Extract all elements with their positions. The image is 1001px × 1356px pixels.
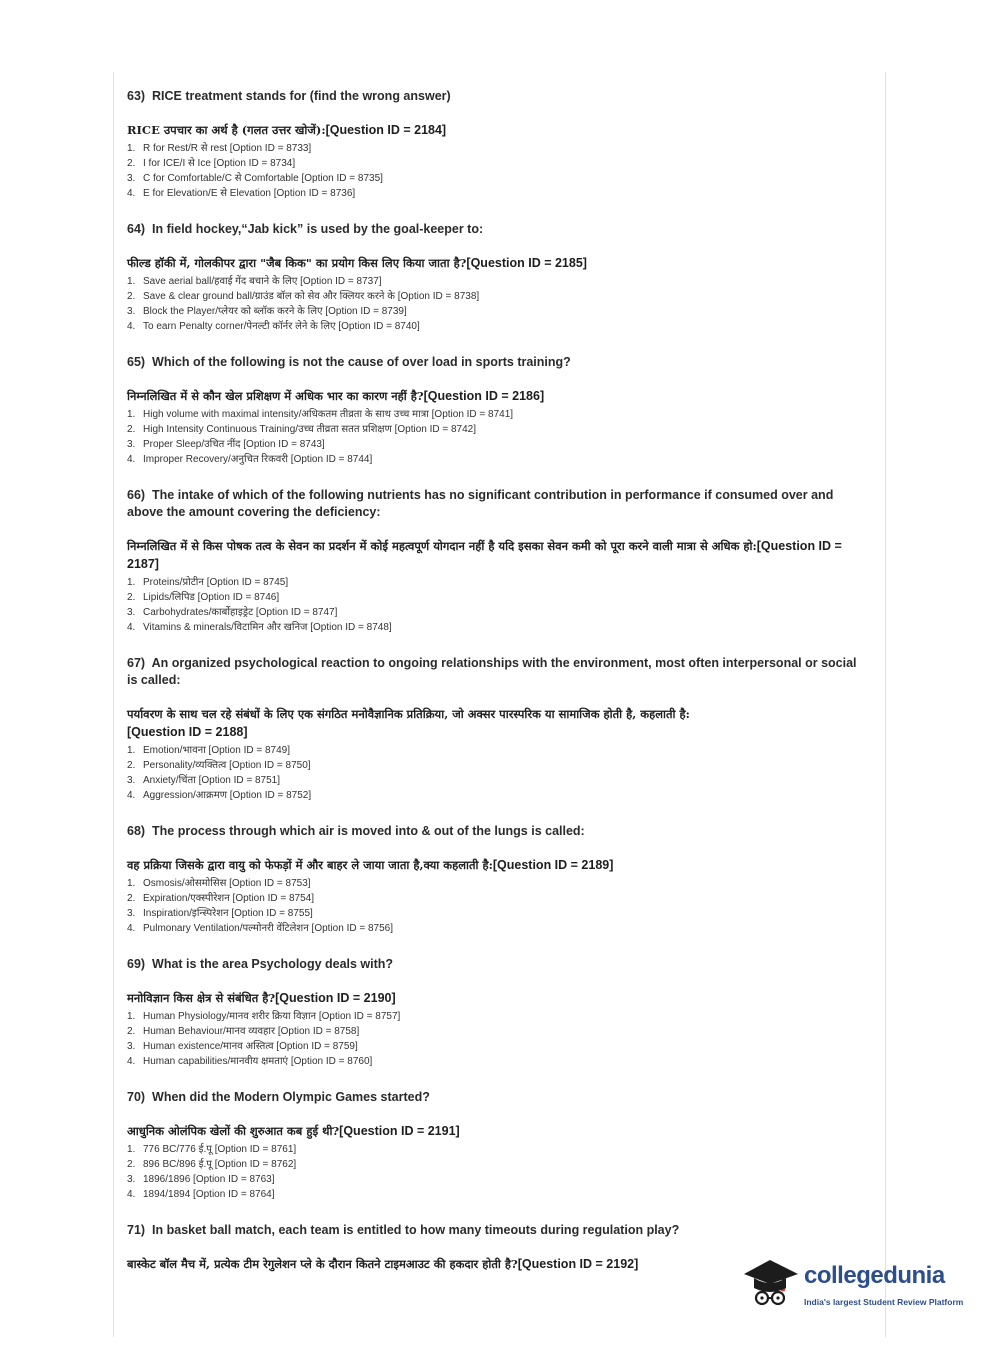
option-item: 2. Personality/व्यक्तित्व [Option ID = 8750] [127, 760, 311, 771]
question-text-hi: बास्केट बॉल मैच में, प्रत्येक टीम रेगुलेशन प्ले के दौरान कितने टाइमआउट की हकदार होती है?[Question ID = 2192] [127, 1257, 639, 1271]
option-item: 2. Save & clear ground ball/ग्राउंड बॉल को सेव और क्लियर करने के [Option ID = 8738] [127, 291, 480, 302]
option-item: 1. Human Physiology/मानव शरीर क्रिया विज्ञान [Option ID = 8757] [127, 1011, 401, 1022]
option-item: 3. C for Comfortable/C से Comfortable [Option ID = 8735] [127, 173, 383, 184]
question-text-en: 66) The intake of which of the following nutrients has no significant contribution in performance if consumed over and above the amount covering the deficiency: [127, 488, 834, 519]
question-text-en: 70) When did the Modern Olympic Games started? [127, 1090, 430, 1104]
question-text-en: 69) What is the area Psychology deals with? [127, 957, 394, 971]
option-item: 2. High Intensity Continuous Training/उच्च तीव्रता सतत प्रशिक्षण [Option ID = 8742] [127, 424, 477, 435]
question-list [127, 88, 869, 1293]
student-mascot-icon [740, 1252, 802, 1314]
question-text-hi: RICE उपचार का अर्थ है (गलत उत्तर खोजें):[Question ID = 2184] [127, 123, 447, 137]
option-item: 4. E for Elevation/E से Elevation [Option ID = 8736] [127, 188, 356, 199]
option-item: 3. Anxiety/चिंता [Option ID = 8751] [127, 775, 281, 786]
option-item: 1. Osmosis/ओसमोसिस [Option ID = 8753] [127, 878, 311, 889]
logo-wordmark: collegedunia [804, 1262, 945, 1289]
question-text-hi: फील्ड हॉकी में, गोलकीपर द्वारा "जैब किक" का प्रयोग किस लिए किया जाता है?[Question ID = 2185] [127, 256, 587, 270]
option-list [127, 575, 869, 635]
option-list [127, 876, 869, 936]
question-text-en: 67) An organized psychological reaction to ongoing relationships with the environment, most often interpersonal or social is called: [127, 656, 857, 687]
option-item: 2. Expiration/एक्स्पीरेशन [Option ID = 8754] [127, 893, 314, 904]
collegedunia-logo [740, 1250, 970, 1320]
question-text-hi: आधुनिक ओलंपिक खेलों की शुरुआत कब हुई थी?[Question ID = 2191] [127, 1124, 460, 1138]
question-text-en: 68) The process through which air is moved into & out of the lungs is called: [127, 824, 585, 838]
option-item: 1. High volume with maximal intensity/अधिकतम तीव्रता के साथ उच्च मात्रा [Option ID = 8741] [127, 409, 514, 420]
question-65 [127, 354, 869, 467]
question-text-hi: निम्नलिखित में से किस पोषक तत्व के सेवन का प्रदर्शन में कोई महत्वपूर्ण योगदान नहीं है यदि इसका सेवन कमी को पूरा करने वाली मात्रा से अधिक हो:[Question ID = 2187] [127, 539, 842, 571]
option-item: 4. Human capabilities/मानवीय क्षमताएं [Option ID = 8760] [127, 1056, 373, 1067]
option-item: 3. 1896/1896 [Option ID = 8763] [127, 1174, 275, 1185]
option-item: 3. Human existence/मानव अस्तित्व [Option ID = 8759] [127, 1041, 358, 1052]
question-text-en: 63) RICE treatment stands for (find the wrong answer) [127, 89, 451, 103]
option-item: 4. Vitamins & minerals/विटामिन और खनिज [Option ID = 8748] [127, 622, 392, 633]
option-item: 2. Human Behaviour/मानव व्यवहार [Option ID = 8758] [127, 1026, 360, 1037]
option-item: 2. Lipids/लिपिड [Option ID = 8746] [127, 592, 280, 603]
question-68 [127, 823, 869, 936]
question-text-hi: पर्यावरण के साथ चल रहे संबंधों के लिए एक संगठित मनोवैज्ञानिक प्रतिक्रिया, जो अक्सर पारस्परिक या सामाजिक होती है, कहलाती है: [Question ID = 2188] [127, 707, 690, 739]
option-item: 2. I for ICE/I से Ice [Option ID = 8734] [127, 158, 296, 169]
option-item: 3. Carbohydrates/कार्बोहाइड्रेट [Option ID = 8747] [127, 607, 338, 618]
option-item: 3. Block the Player/प्लेयर को ब्लॉक करने के लिए [Option ID = 8739] [127, 306, 407, 317]
question-69 [127, 956, 869, 1069]
logo-tagline: India's largest Student Review Platform [804, 1297, 964, 1307]
option-list [127, 1009, 869, 1069]
question-66 [127, 487, 869, 635]
question-text-hi: वह प्रक्रिया जिसके द्वारा वायु को फेफड़ों में और बाहर ले जाया जाता है,क्या कहलाती है:[Question ID = 2189] [127, 858, 614, 872]
question-text-en: 65) Which of the following is not the cause of over load in sports training? [127, 355, 571, 369]
question-text-en: 64) In field hockey,“Jab kick” is used by the goal-keeper to: [127, 222, 484, 236]
option-item: 3. Inspiration/इन्स्पिरेशन [Option ID = 8755] [127, 908, 313, 919]
question-64 [127, 221, 869, 334]
option-item: 1. 776 BC/776 ई.पू [Option ID = 8761] [127, 1144, 297, 1155]
option-list [127, 141, 869, 201]
option-item: 4. Improper Recovery/अनुचित रिकवरी [Option ID = 8744] [127, 454, 373, 465]
option-list [127, 274, 869, 334]
question-70 [127, 1089, 869, 1202]
option-item: 1. R for Rest/R से rest [Option ID = 8733] [127, 143, 312, 154]
option-item: 3. Proper Sleep/उचित नींद [Option ID = 8743] [127, 439, 325, 450]
option-item: 4. Pulmonary Ventilation/पल्मोनरी वेंटिलेशन [Option ID = 8756] [127, 923, 393, 934]
option-list [127, 407, 869, 467]
option-item: 1. Save aerial ball/हवाई गेंद बचाने के लिए [Option ID = 8737] [127, 276, 382, 287]
option-item: 4. Aggression/आक्रमण [Option ID = 8752] [127, 790, 312, 801]
option-list [127, 743, 869, 803]
question-67 [127, 655, 869, 803]
question-text-en: 71) In basket ball match, each team is entitled to how many timeouts during regulation play? [127, 1223, 680, 1237]
question-63 [127, 88, 869, 201]
option-list [127, 1142, 869, 1202]
option-item: 1. Emotion/भावना [Option ID = 8749] [127, 745, 291, 756]
question-text-hi: मनोविज्ञान किस क्षेत्र से संबंधित है?[Question ID = 2190] [127, 991, 396, 1005]
option-item: 2. 896 BC/896 ई.पू [Option ID = 8762] [127, 1159, 297, 1170]
question-text-hi: निम्नलिखित में से कौन खेल प्रशिक्षण में अधिक भार का कारण नहीं है?[Question ID = 2186] [127, 389, 545, 403]
option-item: 4. 1894/1894 [Option ID = 8764] [127, 1189, 275, 1200]
option-item: 4. To earn Penalty corner/पेनल्टी कॉर्नर लेने के लिए [Option ID = 8740] [127, 321, 420, 332]
option-item: 1. Proteins/प्रोटीन [Option ID = 8745] [127, 577, 289, 588]
